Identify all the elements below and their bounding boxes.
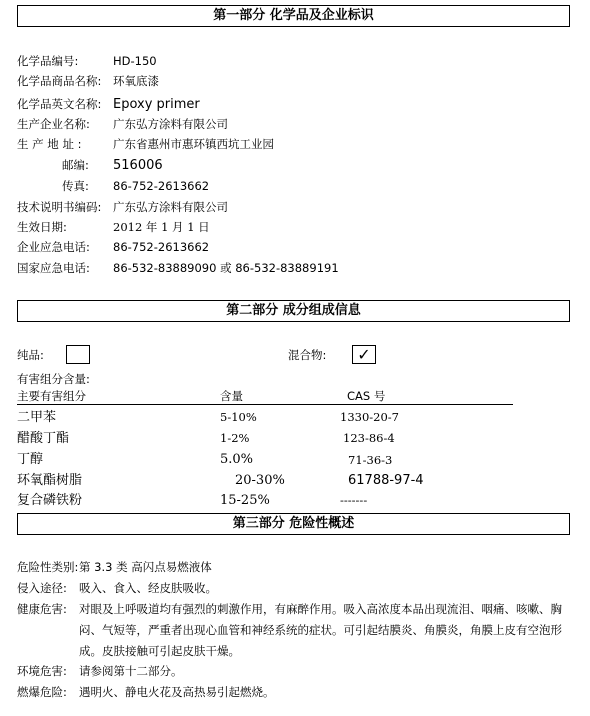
component-content-2: 5.0% — [220, 452, 254, 467]
company-name-value: 广东弘方涂料有限公司 — [113, 117, 228, 131]
effective-date-label: 生效日期: — [17, 220, 67, 234]
health-hazard-label: 健康危害: — [17, 602, 67, 616]
trade-name-value: 环氧底漆 — [113, 74, 159, 88]
env-hazard-value: 请参阅第十二部分。 — [79, 664, 183, 678]
effective-date-value: 2012 年 1 月 1 日 — [113, 220, 210, 234]
section3-title: 第三部分 危险性概述 — [17, 513, 570, 535]
company-emergency-value: 86-752-2613662 — [113, 240, 210, 254]
component-name-0: 二甲苯 — [17, 410, 57, 425]
component-cas-4: ------- — [340, 493, 368, 507]
company-name-label: 生产企业名称: — [17, 117, 90, 131]
tech-code-label: 技术说明书编码: — [17, 200, 102, 214]
fax-value: 86-752-2613662 — [113, 179, 210, 193]
pure-checkbox[interactable] — [66, 345, 90, 364]
fire-hazard-label: 燃爆危险: — [17, 685, 67, 699]
address-value: 广东省惠州市惠环镇西坑工业园 — [113, 137, 274, 151]
component-content-1: 1-2% — [220, 431, 250, 445]
table-header-rule — [17, 404, 513, 405]
section1-title: 第一部分 化学品及企业标识 — [17, 5, 570, 27]
component-name-3: 环氧酯树脂 — [17, 473, 83, 488]
header-component: 主要有害组分 — [17, 389, 86, 403]
tech-code-value: 广东弘方涂料有限公司 — [113, 200, 228, 214]
mixture-checkbox[interactable] — [352, 345, 376, 364]
health-hazard-value: 对眼及上呼吸道均有强烈的刺激作用，有麻醉作用。吸入高浓度本品出现流泪、咽痛、咳嗽、胸闷、气短等，严重者出现心血管和神经系统的症状。可引起结膜炎、角膜炎，角膜上皮有空泡形成。皮肤接触可引起皮肤干燥。 — [79, 602, 562, 658]
component-cas-2: 71-36-3 — [348, 453, 393, 467]
header-content: 含量 — [220, 389, 243, 403]
section2-title: 第二部分 成分组成信息 — [17, 300, 570, 322]
postcode-value: 516006 — [113, 158, 163, 173]
hazard-class-label: 危险性类别: — [17, 560, 79, 574]
component-content-3: 20-30% — [235, 473, 285, 488]
fire-hazard-value: 遇明火、静电火花及高热易引起燃烧。 — [79, 685, 275, 699]
company-emergency-label: 企业应急电话: — [17, 240, 90, 254]
header-cas: CAS 号 — [347, 389, 386, 403]
component-cas-0: 1330-20-7 — [340, 410, 399, 424]
component-name-2: 丁醇 — [17, 452, 44, 467]
hazard-class-value: 第 3.3 类 高闪点易燃液体 — [79, 560, 212, 574]
check-icon: ✓ — [357, 345, 371, 364]
postcode-label: 邮编: — [62, 158, 89, 172]
component-content-4: 15-25% — [220, 493, 270, 508]
entry-route-label: 侵入途径: — [17, 581, 67, 595]
mixture-label: 混合物: — [288, 348, 327, 362]
component-name-1: 醋酸丁酯 — [17, 431, 70, 446]
national-emergency-value: 86-532-83889090 或 86-532-83889191 — [113, 261, 339, 275]
trade-name-label: 化学品商品名称: — [17, 74, 102, 88]
component-name-4: 复合磷铁粉 — [17, 493, 83, 508]
harmful-content-label: 有害组分含量: — [17, 372, 90, 386]
env-hazard-label: 环境危害: — [17, 664, 67, 678]
address-label: 生 产 地 址 : — [17, 137, 82, 151]
english-name-label: 化学品英文名称: — [17, 97, 102, 111]
pure-label: 纯品: — [17, 348, 44, 362]
component-cas-3: 61788-97-4 — [348, 473, 424, 488]
entry-route-value: 吸入、食入、经皮肤吸收。 — [79, 581, 217, 595]
component-content-0: 5-10% — [220, 410, 257, 424]
english-name-value: Epoxy primer — [113, 97, 200, 112]
component-cas-1: 123-86-4 — [343, 431, 395, 445]
chem-id-value: HD-150 — [113, 54, 157, 68]
fax-label: 传真: — [62, 179, 89, 193]
national-emergency-label: 国家应急电话: — [17, 261, 90, 275]
chem-id-label: 化学品编号: — [17, 54, 79, 68]
